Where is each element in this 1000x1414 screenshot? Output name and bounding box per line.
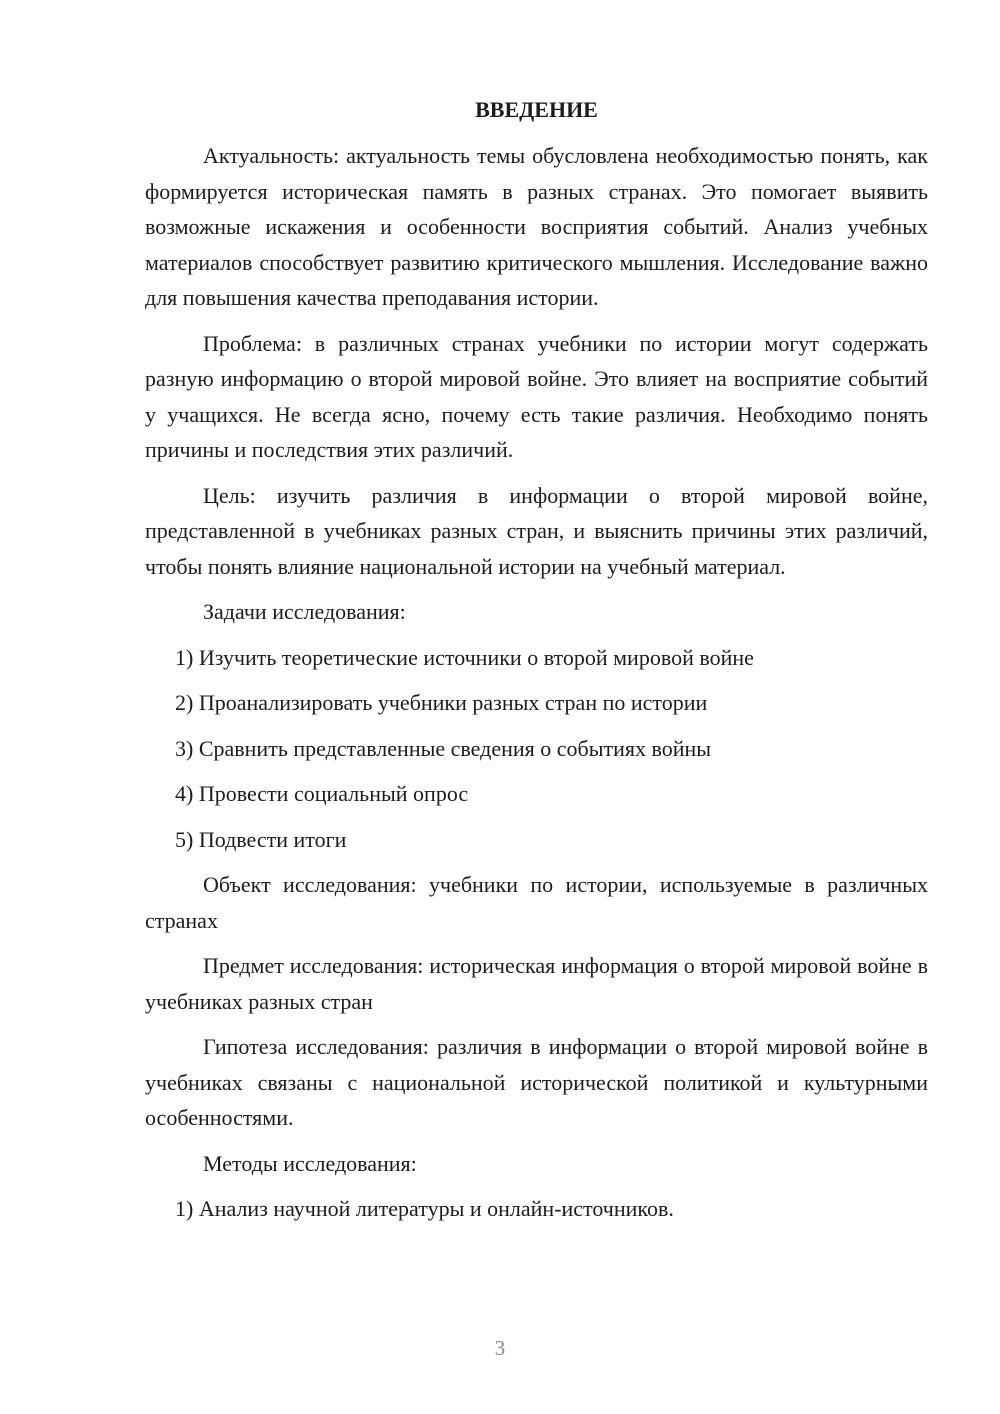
list-item: 2) Проанализировать учебники разных стран по истории <box>175 690 708 715</box>
document-page <box>145 92 928 1227</box>
methods-heading: Методы исследования: <box>203 1150 417 1176</box>
list-item: 1) Анализ научной литературы и онлайн-источников. <box>175 1196 674 1221</box>
tasks-heading: Задачи исследования: <box>203 599 406 624</box>
list-item: 5) Подвести итоги <box>175 826 347 852</box>
subject-paragraph: Предмет исследования: историческая информация о второй мировой войне в учебниках разных стран <box>145 953 928 1014</box>
methods-list <box>145 1191 928 1227</box>
problem-paragraph: Проблема: в различных странах учебники по истории могут содержать разную информацию о второй мировой войне. Это влияет на восприятие событий у учащихся. Не всегда ясно, почему есть такие различия. Необходимо понять причины и последствия этих различий. <box>145 330 928 462</box>
list-item: 4) Провести социальный опрос <box>175 781 469 806</box>
list-item: 1) Изучить теоретические источники о второй мировой войне <box>175 644 754 670</box>
page-number: 3 <box>494 1336 506 1360</box>
tasks-list <box>145 640 928 858</box>
object-paragraph: Объект исследования: учебники по истории, используемые в различных странах <box>145 872 928 933</box>
goal-paragraph: Цель: изучить различия в информации о второй мировой войне, представленной в учебниках разных стран, и выяснить причины этих различий, чтобы понять влияние национальной истории на учебный материал. <box>145 482 928 579</box>
document-title: ВВЕДЕНИЕ <box>475 97 598 122</box>
relevance-paragraph: Актуальность: актуальность темы обусловлена необходимостью понять, как формируется историческая память в разных странах. Это помогает выявить возможные искажения и особенности восприятия событий. Анализ учебных материалов способствует развитию критического мышления. Исследование важно для повышения качества преподавания истории. <box>145 143 928 310</box>
list-item: 3) Сравнить представленные сведения о событиях войны <box>175 735 712 761</box>
hypothesis-paragraph: Гипотеза исследования: различия в информации о второй мировой войне в учебниках связаны с национальной исторической политикой и культурными особенностями. <box>145 1034 928 1130</box>
